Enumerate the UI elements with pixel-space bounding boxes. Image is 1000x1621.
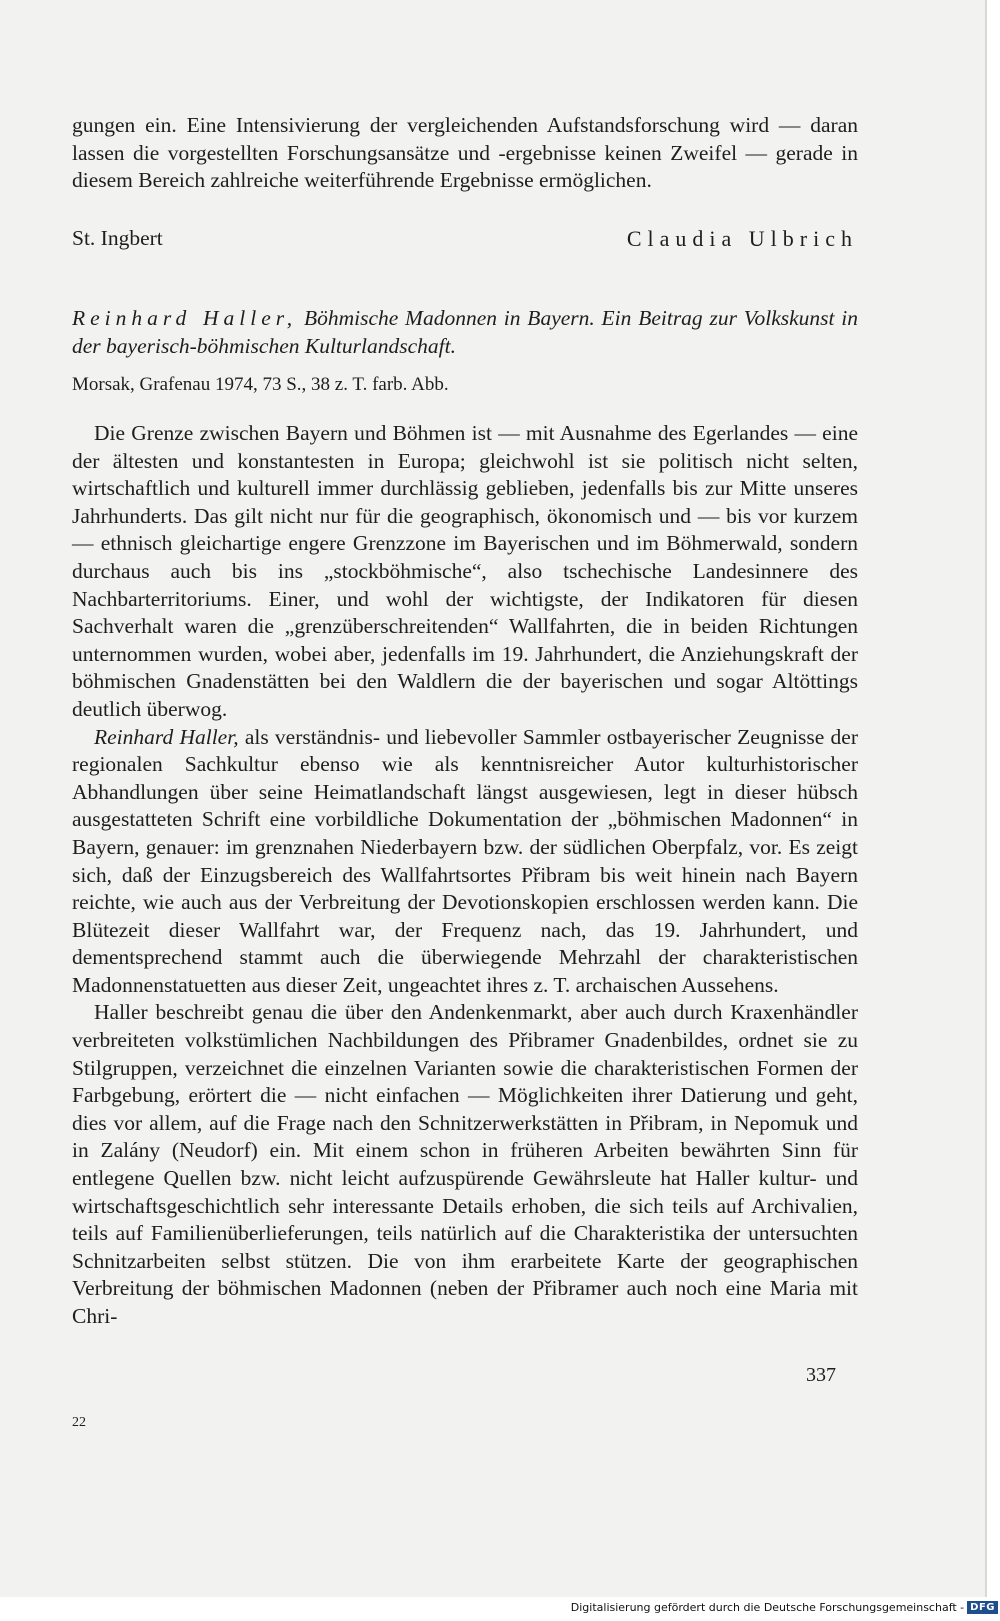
page-number: 337 <box>806 1364 836 1386</box>
reviewer-place: St. Ingbert <box>72 226 163 250</box>
dfg-logo-icon: DFG <box>967 1601 998 1614</box>
digitization-footer <box>570 1601 998 1614</box>
publication-info: Morsak, Grafenau 1974, 73 S., 38 z. T. farb. Abb. <box>72 374 449 395</box>
review-book-title: Böhmische Madonnen in Bayern. Ein Beitrag zur Volkskunst in der bayerisch-böhmischen Kulturlandschaft. <box>72 306 859 358</box>
continuation-paragraph-block <box>72 112 858 195</box>
review-paragraph-2-text: als verständnis- und liebevoller Sammler ostbayerischer Zeugnisse der regionalen Sachkultur ebenso wie als kenntnisreicher Autor kulturhistorischer Abhandlungen über seine Heimatlandschaft längst ausgewiesen, legt in dieser hübsch ausgestatteten Schrift eine vorbildliche Dokumentation der „böhmischen Madonnen“ in Bayern, genauer: im grenznahen Niederbayern bzw. der südlichen Oberpfalz, vor. Es zeigt sich, daß der Einzugsbereich des Wallfahrtsortes Přibram bis weit hinein nach Bayern reichte, wie auch aus der Verbreitung der Devotionskopien erschlossen werden kann. Die Blütezeit dieser Wallfahrt war, der Frequenz nach, das 19. Jahrhundert, und dementsprechend stammt auch die überwiegende Mehrzahl der charakteristischen Madonnenstatuetten aus dieser Zeit, ungeachtet ihres z. T. archaischen Aussehens. <box>72 724 859 997</box>
review-body <box>72 420 858 1331</box>
previous-review-signature <box>72 226 858 252</box>
signature-mark: 22 <box>72 1415 86 1430</box>
review-paragraph-1: Die Grenze zwischen Bayern und Böhmen ist — mit Ausnahme des Egerlandes — eine der ältesten und konstantesten in Europa; gleichwohl ist sie politisch nicht selten, wirtschaftlich und kulturell immer durchlässig geblieben, jedenfalls bis zur Mitte unseres Jahrhunderts. Das gilt nicht nur für die geographisch, ökonomisch und — bis vor kurzem — ethnisch gleichartige engere Grenzzone im Bayerischen und im Böhmerwald, sondern durchaus auch bis ins „stockböhmische“, also tschechische Landesinnere des Nachbarterritoriums. Einer, und wohl der wichtigste, der Indikatoren für diesen Sachverhalt waren die „grenzüberschreitenden“ Wallfahrten, die in beiden Richtungen unternommen wurden, wobei aber, jedenfalls im 19. Jahrhundert, die Anziehungskraft der böhmischen Gnadenstätten bei den Waldlern die der bayerischen und sogar Altöttings deutlich überwog. <box>72 421 858 721</box>
review-heading <box>72 304 858 360</box>
review-book-author: Reinhard Haller, <box>72 306 298 330</box>
review-paragraph-3: Haller beschreibt genau die über den Andenkenmarkt, aber auch durch Kraxenhändler verbreiteten volkstümlichen Nachbildungen des Přibramer Gnadenbildes, ordnet sie zu Stilgruppen, verzeichnet die einzelnen Varianten sowie die charakteristischen Formen der Farbgebung, erörtert die — nicht einfachen — Möglichkeiten ihrer Datierung und geht, dies vor allem, auf die Frage nach den Schnitzerwerkstätten in Přibram, in Nepomuk und in Zalány (Neudorf) ein. Mit einem schon in früheren Arbeiten bewährten Sinn für entlegene Quellen bzw. nicht leicht aufzuspürende Gewährsleute hat Haller kultur- und wirtschaftsgeschichtlich sehr interessante Details erhoben, die sich teils auf Archivalien, teils auf Familienüberlieferungen, teils natürlich auf die Charakteristika der untersuchten Schnitzarbeiten selbst stützen. Die von ihm erarbeitete Karte der geographischen Verbreitung der böhmischen Madonnen (neben der Přibramer auch noch eine Maria mit Chri- <box>72 1000 858 1328</box>
continuation-paragraph: gungen ein. Eine Intensivierung der vergleichenden Aufstandsforschung wird — daran lassen die vorgestellten Forschungsansätze und -ergebnisse keinen Zweifel — gerade in diesem Bereich zahlreiche weiterführende Ergebnisse ermöglichen. <box>72 113 858 193</box>
review-paragraph-2-name: Reinhard Haller, <box>94 724 239 749</box>
review-paragraph-2 <box>72 724 858 1000</box>
footer-text: Digitalisierung gefördert durch die Deutsche Forschungsgemeinschaft - <box>570 1601 965 1614</box>
reviewer-name: Claudia Ulbrich <box>626 226 858 251</box>
